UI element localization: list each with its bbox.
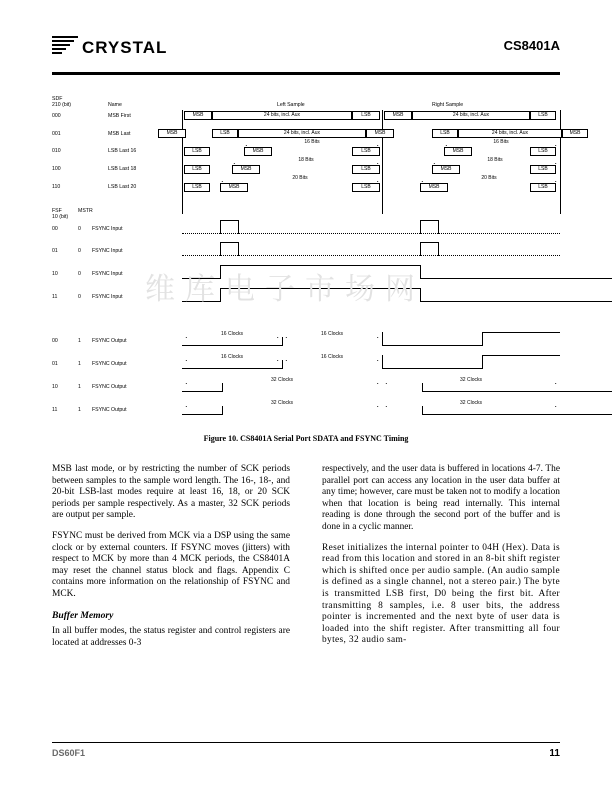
span-fsync-10-1-b [382,378,560,385]
span-fsync-00-1-b [282,332,382,339]
fsync-name-3: FSYNC Input [92,294,123,300]
fsync-name-0: FSYNC Input [92,226,123,232]
cell-110-pre-lsb: LSB [184,183,210,192]
fsync-name-7: FSYNC Output [92,407,127,413]
mstr-code-2: 0 [78,271,81,277]
header-fsf: FSF [52,208,62,214]
cell-100-pre-lsb: LSB [184,165,210,174]
span-label-fsync-11-1-a: 32 Clocks [182,400,382,406]
span-110-right [418,176,560,183]
cell-010-right-msb: MSB [444,147,472,156]
cell-001-pre-msb: MSB [158,129,186,138]
crystal-logo [52,34,182,60]
span-fsync-11-1-a [182,401,382,408]
cell-100-right-msb: MSB [432,165,460,174]
left-paragraph-1: MSB last mode, or by restricting the number of SCK periods between samples to the sample word length. The 16-, 18-, and 20-bit LSB-last modes require at least 16, 18, or 20 SCK periods per sample respectively. As a master, 32 SCK periods are output per sample. [52,464,290,521]
row-name-100: LSB Last 18 [108,166,137,172]
frame-line-right [560,110,561,214]
cell-000-left-bits: 24 bits, incl. Aux [212,111,352,120]
header-sdf-bits: 210 (bit) [52,102,72,108]
span-label-fsync-00-1-b: 16 Clocks [282,331,382,337]
span-fsync-10-1-a [182,378,382,385]
span-label-fsync-01-1-b: 16 Clocks [282,354,382,360]
mstr-code-5: 1 [78,361,81,367]
right-paragraph-2: Reset initializes the internal pointer to 04H (Hex). Data is read from this location and stored in an 8-bit shift register which is shifted once per audio sample. (An audio sample is defined as a single channel, not a stereo pair.) The byte is transmitted LSB first, D0 being the first bit. After transmitting 8 samples, i.e. 8 user bits, the address pointer is incremented and the next byte of user data is loaded into the shift register. After transmitting all four bytes, 32 audio sam- [322,542,560,646]
cell-000-left-lsb: LSB [352,111,380,120]
mstr-code-0: 0 [78,226,81,232]
span-010-right [442,140,560,147]
mstr-code-3: 0 [78,294,81,300]
header-left-sample: Left Sample [277,102,305,108]
header-right-sample: Right Sample [432,102,464,108]
body-column-left [52,464,290,658]
header-sdf: SDF [52,96,63,102]
cell-010-left-lsb: LSB [352,147,380,156]
span-label-fsync-11-1-b: 32 Clocks [382,400,560,406]
cell-001-left-bits: 24 bits, incl. Aux [238,129,366,138]
frame-line-left [182,110,183,214]
cell-010-left-msb: MSB [244,147,272,156]
right-paragraph-1: respectively, and the user data is buffered in locations 4-7. The parallel port can access any location in the user data buffer at any time; however, care must be taken not to modify a location when that location is being read internally. This internal reading is done through the second port of the buffer and is done in a cyclic manner. [322,464,560,532]
header-name: Name [108,102,122,108]
fsync-name-2: FSYNC Input [92,271,123,277]
fsync-name-4: FSYNC Output [92,338,127,344]
figure-caption: Figure 10. CS8401A Serial Port SDATA and FSYNC Timing [203,434,409,443]
header-mstr: MSTR [78,208,93,214]
header-fsf-bits: 10 (bit) [52,214,69,220]
row-code-100: 100 [52,166,61,172]
cell-001-left-lsb: LSB [212,129,238,138]
left-paragraph-2: FSYNC must be derived from MCK via a DSP using the same clock or by external counters. If FSYNC moves (jitters) with respect to MCK by more than 4 MCK periods, the CS8401A may reset the channel status block and flags. Appendix C contains more information on the relationship of FSYNC and MCK. [52,530,290,599]
span-label-010-left: 16 Bits [242,139,382,145]
mstr-code-4: 1 [78,338,81,344]
timing-diagram [52,96,581,426]
left-paragraph-3: In all buffer modes, the status register and control registers are located at addresses 0-3 [52,626,290,648]
page-header [52,34,560,74]
mstr-code-6: 1 [78,384,81,390]
span-label-fsync-00-1-a: 16 Clocks [182,331,282,337]
span-010-left [242,140,382,147]
cell-110-left-msb: MSB [220,183,248,192]
span-100-right [430,158,560,165]
cell-100-right-lsb: LSB [530,165,556,174]
row-name-001: MSB Last [108,131,131,137]
fsync-name-6: FSYNC Output [92,384,127,390]
waveform-fsync-01-0 [182,242,560,256]
span-label-fsync-10-1-a: 32 Clocks [182,377,382,383]
row-name-010: LSB Last 16 [108,148,137,154]
span-100-left [230,158,382,165]
part-number: CS8401A [503,38,560,53]
row-code-010: 010 [52,148,61,154]
waveform-fsync-11-0 [182,288,560,302]
fsf-code-4: 00 [52,338,58,344]
footer-divider [52,742,560,743]
span-fsync-11-1-b [382,401,560,408]
cell-010-right-lsb: LSB [530,147,556,156]
fsf-code-0: 00 [52,226,58,232]
cell-001-right-lsb: LSB [432,129,458,138]
span-fsync-00-1-a [182,332,282,339]
span-110-left [218,176,382,183]
cell-110-right-lsb: LSB [530,183,556,192]
span-label-110-left: 20 Bits [218,175,382,181]
span-label-fsync-10-1-b: 32 Clocks [382,377,560,383]
logo-text: CRYSTAL [82,38,168,57]
fsync-name-1: FSYNC Input [92,248,123,254]
row-code-110: 110 [52,184,61,190]
span-label-010-right: 16 Bits [442,139,560,145]
cell-001-right-bits: 24 bits, incl. Aux [458,129,562,138]
span-fsync-01-1-a [182,355,282,362]
fsf-code-5: 01 [52,361,58,367]
page-footer [52,748,560,766]
row-name-110: LSB Last 20 [108,184,137,190]
mstr-code-1: 0 [78,248,81,254]
waveform-fsync-10-0 [182,265,560,279]
header-divider [52,72,560,75]
row-code-000: 000 [52,113,61,119]
cell-001-left-msb: MSB [366,129,394,138]
cell-000-right-msb: MSB [384,111,412,120]
cell-000-right-bits: 24 bits, incl. Aux [412,111,530,120]
fsf-code-6: 10 [52,384,58,390]
cell-100-left-msb: MSB [232,165,260,174]
span-label-100-right: 18 Bits [430,157,560,163]
document-id: DS60F1 [52,748,86,758]
cell-000-right-lsb: LSB [530,111,556,120]
fsync-name-5: FSYNC Output [92,361,127,367]
cell-001-right-msb: MSB [562,129,588,138]
span-label-110-right: 20 Bits [418,175,560,181]
fsf-code-2: 10 [52,271,58,277]
mstr-code-7: 1 [78,407,81,413]
span-fsync-01-1-b [282,355,382,362]
logo-bars-icon [52,36,78,56]
cell-000-left-msb: MSB [184,111,212,120]
fsf-code-3: 11 [52,294,58,300]
cell-100-left-lsb: LSB [352,165,380,174]
frame-line-mid [382,110,383,214]
span-label-fsync-01-1-a: 16 Clocks [182,354,282,360]
cell-110-left-lsb: LSB [352,183,380,192]
row-code-001: 001 [52,131,61,137]
span-label-100-left: 18 Bits [230,157,382,163]
cell-110-right-msb: MSB [420,183,448,192]
page-number: 11 [549,748,560,759]
section-heading-buffer-memory: Buffer Memory [52,609,114,621]
row-name-000: MSB First [108,113,131,119]
body-column-right [322,464,560,656]
cell-010-pre-lsb: LSB [184,147,210,156]
fsf-code-1: 01 [52,248,58,254]
waveform-fsync-00-0 [182,220,560,234]
watermark-text: 维库电子市场网 [145,273,425,306]
fsf-code-7: 11 [52,407,58,413]
